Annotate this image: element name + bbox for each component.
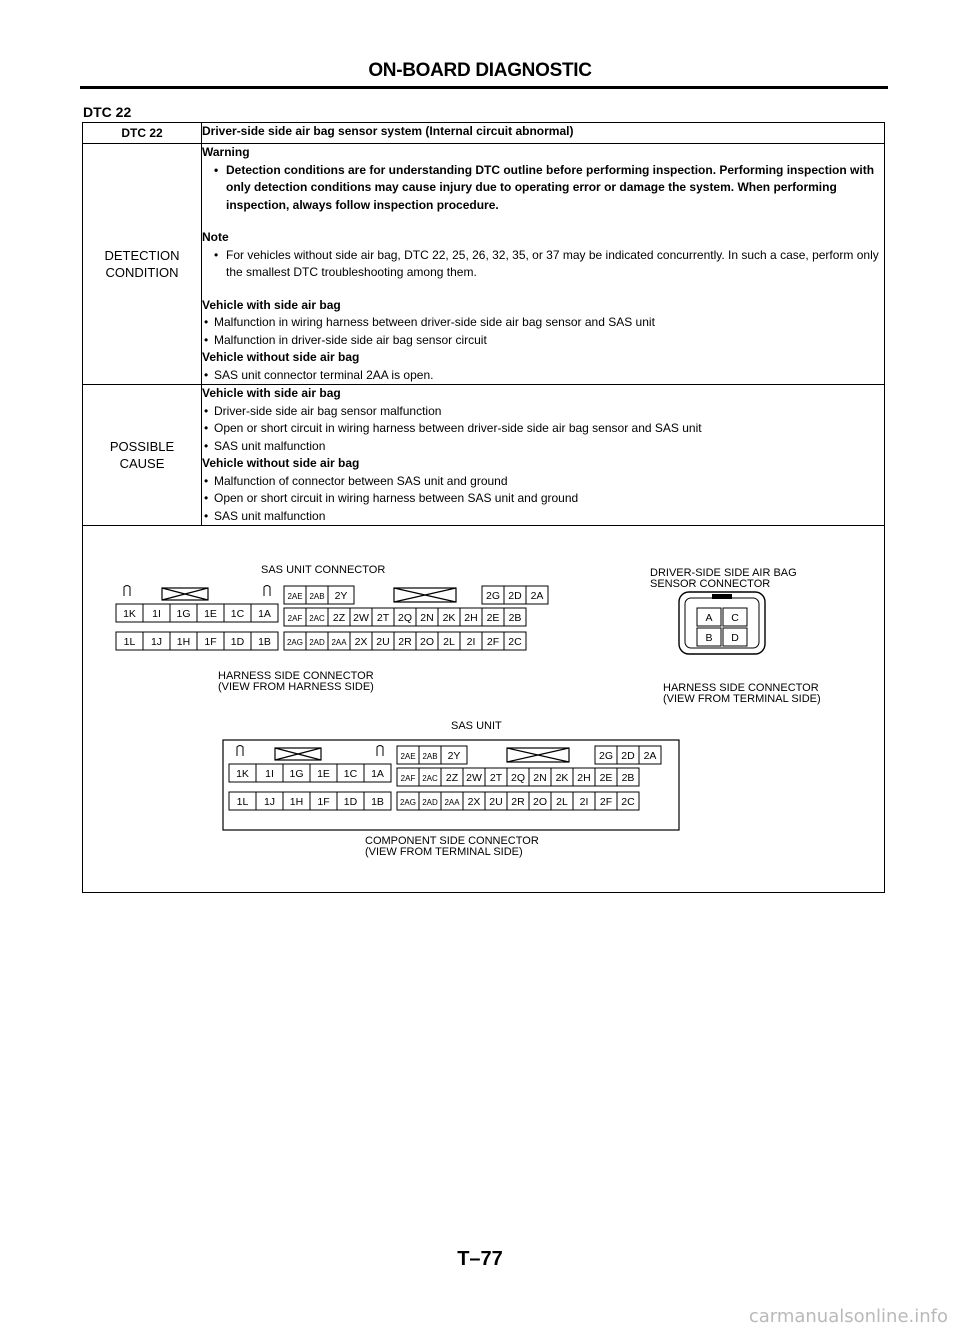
component-latch-left bbox=[237, 746, 243, 757]
harness-pin-2AC: 2AC bbox=[309, 614, 325, 623]
component-pin-2R: 2R bbox=[511, 796, 525, 808]
page-header-title: ON-BOARD DIAGNOSTIC bbox=[368, 60, 592, 81]
cause-without-title: Vehicle without side air bag bbox=[202, 456, 360, 470]
harness-pin-2U: 2U bbox=[376, 636, 390, 648]
list-item bbox=[202, 420, 884, 438]
component-pin-2W: 2W bbox=[466, 772, 482, 784]
harness-pin-1K: 1K bbox=[123, 608, 136, 620]
detection-with-title: Vehicle with side air bag bbox=[202, 297, 341, 312]
component-latch-right bbox=[377, 746, 383, 757]
harness-side-1: HARNESS SIDE CONNECTOR bbox=[218, 670, 374, 682]
sensor-pin-C: C bbox=[731, 612, 739, 624]
note-item bbox=[202, 247, 884, 282]
list-item bbox=[202, 490, 884, 508]
component-pin-1C: 1C bbox=[343, 768, 358, 780]
cause-without-3: SAS unit malfunction bbox=[214, 508, 326, 523]
harness-side-1b: (VIEW FROM HARNESS SIDE) bbox=[218, 681, 374, 693]
list-item bbox=[202, 403, 884, 421]
component-pin-2X: 2X bbox=[467, 796, 481, 808]
harness-pin-2AF: 2AF bbox=[287, 614, 303, 623]
harness-pin-2AD: 2AD bbox=[309, 638, 325, 647]
harness-pin-1I: 1I bbox=[152, 608, 161, 620]
harness-pin-2G: 2G bbox=[485, 590, 501, 602]
harness-pin-1D: 1D bbox=[230, 636, 245, 648]
component-pin-2I: 2I bbox=[579, 796, 589, 808]
component-pin-2N: 2N bbox=[533, 772, 547, 784]
component-pin-1B: 1B bbox=[371, 796, 384, 808]
table-head-row bbox=[83, 123, 885, 144]
component-pin-1J: 1J bbox=[263, 796, 276, 808]
harness-pin-1L: 1L bbox=[123, 636, 136, 648]
bullet-icon: • bbox=[204, 438, 209, 453]
component-pin-2L: 2L bbox=[556, 796, 568, 808]
component-pin-2B: 2B bbox=[621, 772, 635, 784]
harness-pin-1G: 1G bbox=[176, 608, 191, 620]
component-pin-2G: 2G bbox=[598, 750, 614, 762]
harness-pin-2O: 2O bbox=[419, 636, 435, 648]
harness-pin-2Z: 2Z bbox=[332, 612, 346, 624]
harness-pin-2H: 2H bbox=[464, 612, 478, 624]
component-side: COMPONENT SIDE CONNECTOR bbox=[365, 835, 539, 847]
harness-pin-2D: 2D bbox=[508, 590, 522, 602]
cause-with-1: Driver-side side air bag sensor malfunction bbox=[214, 403, 442, 418]
cause-without-2: Open or short circuit in wiring harness between SAS unit and ground bbox=[214, 491, 579, 505]
harness-pin-2Y: 2Y bbox=[334, 590, 348, 602]
harness-pin-2AA: 2AA bbox=[331, 638, 347, 647]
sas-unit-title: SAS UNIT bbox=[451, 720, 502, 732]
cause-label-line2: CAUSE bbox=[119, 456, 165, 471]
detection-label-line2: CONDITION bbox=[105, 265, 179, 280]
sensor-key bbox=[712, 594, 732, 599]
harness-pin-2T: 2T bbox=[376, 612, 390, 624]
warning-title: Warning bbox=[202, 145, 250, 159]
component-pin-2C: 2C bbox=[621, 796, 635, 808]
component-pin-1I: 1I bbox=[265, 768, 274, 780]
detection-text bbox=[202, 144, 885, 385]
harness-latch-left bbox=[124, 586, 130, 597]
harness-pin-1F: 1F bbox=[204, 636, 217, 648]
component-pin-2AE: 2AE bbox=[400, 752, 416, 761]
component-pin-1D: 1D bbox=[343, 796, 358, 808]
sensor-pin-D: D bbox=[731, 632, 739, 644]
cause-with-3: SAS unit malfunction bbox=[214, 438, 326, 453]
component-pin-1A: 1A bbox=[371, 768, 384, 780]
harness-pin-2A: 2A bbox=[530, 590, 544, 602]
harness-pin-2N: 2N bbox=[420, 612, 434, 624]
harness-latch-right bbox=[264, 586, 270, 597]
component-pin-1H: 1H bbox=[289, 796, 304, 808]
diagram-cell bbox=[83, 526, 885, 893]
sas-connector-title: SAS UNIT CONNECTOR bbox=[261, 564, 386, 576]
cause-with-title: Vehicle with side air bag bbox=[202, 386, 341, 400]
harness-pin-1B: 1B bbox=[258, 636, 271, 648]
harness-pin-1E: 1E bbox=[204, 608, 217, 620]
connector-diagram bbox=[83, 526, 886, 892]
component-pin-2A: 2A bbox=[643, 750, 657, 762]
harness-pin-2B: 2B bbox=[508, 612, 522, 624]
component-pin-2O: 2O bbox=[532, 796, 548, 808]
component-pin-2AC: 2AC bbox=[422, 774, 438, 783]
bullet-icon: • bbox=[204, 491, 209, 505]
harness-pin-2AB: 2AB bbox=[309, 592, 325, 601]
note-title: Note bbox=[202, 230, 229, 244]
harness-pin-1C: 1C bbox=[230, 608, 245, 620]
harness-pin-2Q: 2Q bbox=[397, 612, 413, 624]
bullet-icon: • bbox=[204, 473, 209, 488]
sensor-pin-A: A bbox=[705, 612, 713, 624]
component-pin-1E: 1E bbox=[317, 768, 330, 780]
dtc-table bbox=[82, 122, 885, 893]
cause-row bbox=[83, 385, 885, 526]
bullet-icon: • bbox=[214, 247, 219, 262]
detection-row bbox=[83, 144, 885, 385]
sensor-title-2: SENSOR CONNECTOR bbox=[650, 578, 771, 590]
harness-pin-2E: 2E bbox=[486, 612, 500, 624]
harness-pin-2K: 2K bbox=[442, 612, 456, 624]
cause-without-1: Malfunction of connector between SAS unit and ground bbox=[214, 473, 508, 488]
list-item bbox=[202, 367, 884, 385]
harness-pin-2W: 2W bbox=[353, 612, 369, 624]
component-pin-2Y: 2Y bbox=[447, 750, 461, 762]
harness-pin-1J: 1J bbox=[150, 636, 163, 648]
sensor-title-1: DRIVER-SIDE SIDE AIR BAG bbox=[650, 567, 797, 579]
head-text: Driver-side side air bag sensor system (Internal circuit abnormal) bbox=[202, 123, 885, 144]
detection-with-1: Malfunction in wiring harness between driver-side side air bag sensor and SAS unit bbox=[214, 315, 655, 329]
component-pin-1G: 1G bbox=[289, 768, 304, 780]
bullet-icon: • bbox=[204, 367, 209, 382]
component-pin-2E: 2E bbox=[599, 772, 613, 784]
detection-label bbox=[83, 144, 202, 385]
bullet-icon: • bbox=[204, 315, 209, 329]
sensor-housing-inner bbox=[685, 598, 759, 648]
detection-without-1: SAS unit connector terminal 2AA is open. bbox=[214, 367, 434, 382]
harness-pin-2R: 2R bbox=[398, 636, 412, 648]
harness-pin-1H: 1H bbox=[176, 636, 191, 648]
cause-with-2: Open or short circuit in wiring harness between driver-side side air bag sensor and SAS unit bbox=[214, 421, 702, 435]
bullet-icon: • bbox=[204, 508, 209, 523]
bullet-icon: • bbox=[204, 403, 209, 418]
bullet-icon: • bbox=[204, 332, 209, 347]
bullet-icon: • bbox=[204, 421, 209, 435]
component-pin-2AF: 2AF bbox=[400, 774, 416, 783]
component-pin-2AA: 2AA bbox=[444, 798, 460, 807]
component-pin-1K: 1K bbox=[236, 768, 249, 780]
component-pin-2H: 2H bbox=[577, 772, 591, 784]
list-item bbox=[202, 438, 884, 456]
harness-pin-2AG: 2AG bbox=[286, 638, 304, 647]
harness-pin-2L: 2L bbox=[443, 636, 455, 648]
component-pin-1F: 1F bbox=[317, 796, 330, 808]
component-pin-2T: 2T bbox=[489, 772, 503, 784]
watermark: carmanualsonline.info bbox=[748, 1306, 948, 1327]
detection-label-line1: DETECTION bbox=[104, 248, 180, 263]
cause-label bbox=[83, 385, 202, 526]
cause-label-line1: POSSIBLE bbox=[109, 439, 175, 454]
list-item bbox=[202, 508, 884, 526]
component-pin-2F: 2F bbox=[599, 796, 613, 808]
bullet-icon: • bbox=[214, 162, 219, 177]
harness-pin-2X: 2X bbox=[354, 636, 368, 648]
harness-side-2b: (VIEW FROM TERMINAL SIDE) bbox=[663, 693, 821, 705]
component-pin-2K: 2K bbox=[555, 772, 569, 784]
header-rule bbox=[80, 86, 888, 89]
cause-text bbox=[202, 385, 885, 526]
detection-with-2: Malfunction in driver-side side air bag sensor circuit bbox=[214, 332, 487, 347]
warning-item bbox=[202, 162, 884, 215]
list-item bbox=[202, 332, 884, 350]
detection-without-title: Vehicle without side air bag bbox=[202, 350, 360, 364]
warning-text: Detection conditions are for understanding DTC outline before performing inspection. Performing inspection with only detection conditions may cause injury due to operating error or damage the system. When performing inspection, always follow inspection procedure. bbox=[226, 162, 875, 212]
component-side-b: (VIEW FROM TERMINAL SIDE) bbox=[365, 846, 523, 858]
head-label: DTC 22 bbox=[83, 123, 202, 144]
component-pin-2U: 2U bbox=[489, 796, 503, 808]
component-pin-2Q: 2Q bbox=[510, 772, 526, 784]
note-text: For vehicles without side air bag, DTC 22, 25, 26, 32, 35, or 37 may be indicated concurrently. In such a case, perform only the smallest DTC troubleshooting among them. bbox=[226, 247, 879, 279]
component-pin-2D: 2D bbox=[621, 750, 635, 762]
component-pin-2AB: 2AB bbox=[422, 752, 438, 761]
page-number: T–77 bbox=[457, 1248, 503, 1270]
sensor-pin-B: B bbox=[705, 632, 713, 644]
list-item bbox=[202, 314, 884, 332]
component-pin-2AG: 2AG bbox=[399, 798, 417, 807]
section-title: DTC 22 bbox=[83, 104, 132, 120]
harness-side-2: HARNESS SIDE CONNECTOR bbox=[663, 682, 819, 694]
harness-pin-2F: 2F bbox=[486, 636, 500, 648]
component-pin-2Z: 2Z bbox=[445, 772, 459, 784]
harness-pin-2I: 2I bbox=[466, 636, 476, 648]
harness-pin-2C: 2C bbox=[508, 636, 522, 648]
harness-pin-1A: 1A bbox=[258, 608, 271, 620]
diagram-row bbox=[83, 526, 885, 893]
list-item bbox=[202, 473, 884, 491]
component-pin-2AD: 2AD bbox=[422, 798, 438, 807]
harness-pin-2AE: 2AE bbox=[287, 592, 303, 601]
component-pin-1L: 1L bbox=[236, 796, 249, 808]
sensor-housing bbox=[679, 592, 765, 654]
